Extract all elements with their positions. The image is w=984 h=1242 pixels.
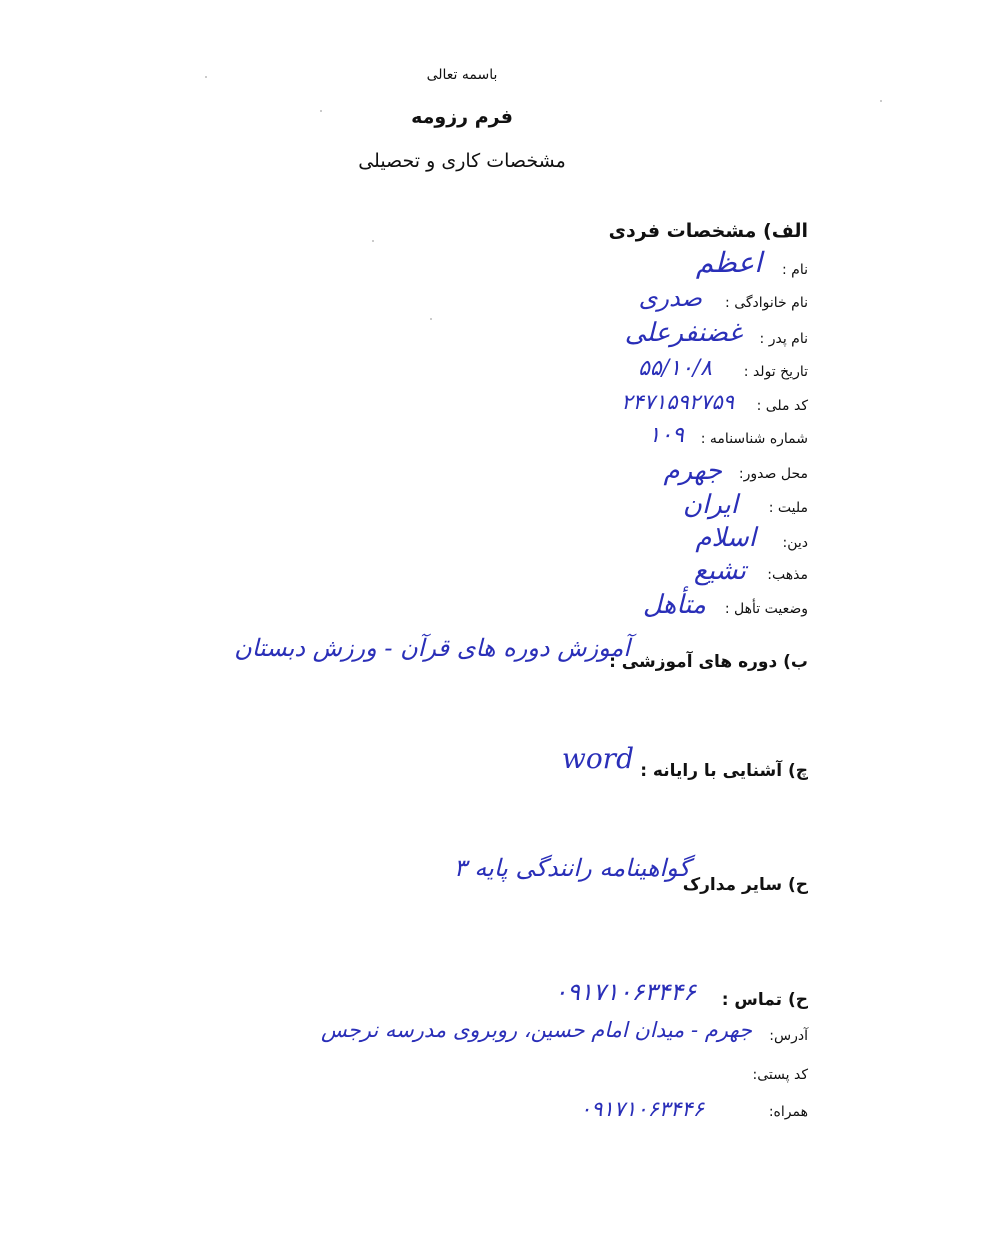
mobile-label: همراه:	[768, 1104, 808, 1120]
sect-label: مذهب:	[767, 567, 808, 583]
computer-value: word	[561, 742, 634, 775]
birth-value: ۵۵/۱۰/۸	[638, 356, 712, 381]
scan-speck	[880, 100, 882, 102]
scan-speck	[430, 318, 432, 320]
issue-place-value: جهرم	[663, 456, 722, 486]
father-value: غضنفرعلی	[624, 318, 742, 348]
religion-value: اسلام	[695, 523, 756, 553]
basmala: باسمه تعالی	[426, 67, 498, 83]
marital-value: متأهل	[642, 590, 706, 620]
scan-speck	[205, 76, 207, 78]
courses-heading: ب) دوره های آموزشی :	[609, 652, 808, 672]
family-label: نام خانوادگی :	[725, 295, 808, 311]
marital-label: وضعیت تأهل :	[724, 601, 808, 617]
family-value: صدری	[638, 284, 702, 312]
courses-value: آموزش دوره های قرآن - ورزش دبستان	[234, 634, 630, 662]
mobile-value: ۰۹۱۷۱۰۶۳۴۴۶	[579, 1097, 704, 1121]
birth-label: تاریخ تولد :	[743, 364, 808, 380]
form-title: فرم رزومه	[411, 106, 513, 128]
form-subtitle: مشخصات کاری و تحصیلی	[358, 150, 566, 172]
sect-value: تشیع	[693, 556, 746, 586]
national-code-value: ۲۴۷۱۵۹۲۷۵۹	[621, 390, 734, 414]
address-label: آدرس:	[769, 1028, 808, 1044]
documents-value: گواهینامه رانندگی پایه ۳	[453, 854, 690, 882]
personal-section-heading: الف) مشخصات فردی	[608, 220, 808, 242]
father-label: نام پدر :	[759, 331, 808, 347]
id-number-value: ۱۰۹	[648, 423, 684, 448]
issue-place-label: محل صدور:	[738, 466, 808, 482]
name-value: اعظم	[695, 246, 762, 279]
computer-heading: چ) آشنایی با رایانه :	[640, 761, 808, 781]
contact-phone: ۰۹۱۷۱۰۶۳۴۴۶	[554, 978, 696, 1006]
address-value: جهرم - میدان امام حسین، روبروی مدرسه نرجس	[321, 1018, 752, 1042]
national-code-label: کد ملی :	[756, 398, 808, 414]
documents-heading: ح) سایر مدارک	[682, 875, 808, 895]
scan-speck	[372, 240, 374, 242]
contact-heading: ح) تماس :	[721, 990, 808, 1010]
religion-label: دین:	[782, 535, 808, 551]
id-number-label: شماره شناسنامه :	[700, 431, 808, 447]
nationality-label: ملیت :	[768, 500, 808, 516]
nationality-value: ایران	[682, 490, 738, 520]
postal-code-label: کد پستی:	[752, 1067, 808, 1083]
name-label: نام :	[782, 262, 808, 278]
scan-speck	[320, 110, 322, 112]
